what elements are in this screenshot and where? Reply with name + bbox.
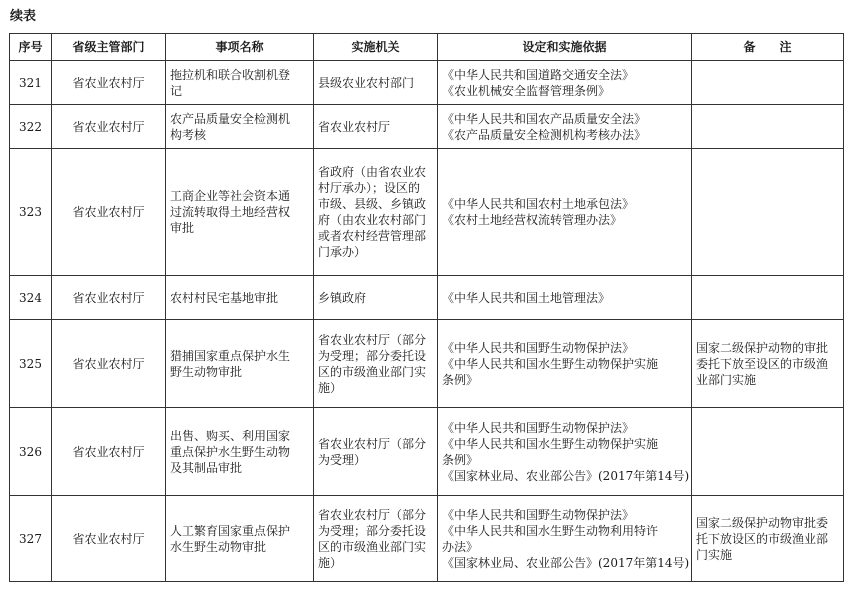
cell-dept: 省农业农村厅 — [52, 105, 166, 149]
item-name-line: 拖拉机和联合收割机登 — [170, 67, 291, 82]
cell-seq: 324 — [10, 276, 52, 320]
cell-authority — [314, 149, 438, 276]
basis-line: 《农业机械安全监督管理条例》 — [442, 83, 611, 98]
cell-authority — [314, 61, 438, 105]
authority-line: 施） — [318, 380, 343, 395]
cell-seq: 321 — [10, 61, 52, 105]
item-name-line: 及其制品审批 — [170, 460, 243, 475]
cell-dept: 省农业农村厅 — [52, 496, 166, 582]
cell-basis — [438, 408, 692, 496]
table-row — [10, 149, 844, 276]
authority-line: 门承办） — [318, 245, 367, 259]
authority-line: 村厅承办）；设区的 — [318, 181, 421, 195]
cell-item-name — [166, 408, 314, 496]
basis-line: 《中华人民共和国农村土地承包法》 — [442, 197, 635, 211]
note-line: 业部门实施 — [696, 372, 757, 387]
cell-authority — [314, 496, 438, 582]
note-line: 委托下放至设区的市级渔 — [696, 356, 829, 371]
basis-line: 《中华人民共和国农产品质量安全法》 — [442, 111, 647, 126]
cell-dept: 省农业农村厅 — [52, 408, 166, 496]
authority-line: 施） — [318, 555, 343, 570]
cell-dept: 省农业农村厅 — [52, 61, 166, 105]
cell-basis — [438, 61, 692, 105]
header-dept: 省级主管部门 — [52, 34, 166, 61]
cell-seq: 323 — [10, 149, 52, 276]
cell-item-name — [166, 276, 314, 320]
cell-dept: 省农业农村厅 — [52, 276, 166, 320]
item-name-line: 人工繁育国家重点保护 — [170, 523, 291, 538]
basis-line: 条例》 — [442, 372, 479, 387]
item-name-line: 野生动物审批 — [170, 364, 243, 379]
cell-seq: 325 — [10, 320, 52, 408]
authority-line: 或者农村经营管理部 — [318, 229, 427, 243]
basis-line: 条例》 — [442, 452, 479, 467]
basis-line: 《中华人民共和国水生野生动物保护实施 — [442, 356, 659, 371]
item-name-line: 水生野生动物审批 — [170, 539, 267, 554]
cell-basis — [438, 320, 692, 408]
note-line: 托下放设区的市级渔业部 — [696, 531, 829, 546]
table-body — [10, 61, 844, 582]
header-authority: 实施机关 — [314, 34, 438, 61]
authority-line: 县级农业农村部门 — [318, 75, 415, 90]
cell-note — [692, 276, 844, 320]
table-row — [10, 105, 844, 149]
header-name: 事项名称 — [166, 34, 314, 61]
cell-item-name — [166, 496, 314, 582]
cell-authority — [314, 320, 438, 408]
item-name-line: 猎捕国家重点保护水生 — [170, 348, 291, 363]
basis-line: 《中华人民共和国土地管理法》 — [442, 290, 611, 305]
cell-dept: 省农业农村厅 — [52, 149, 166, 276]
cell-note — [692, 408, 844, 496]
basis-line: 《中华人民共和国道路交通安全法》 — [442, 67, 635, 82]
item-name-line: 审批 — [170, 221, 195, 235]
authority-line: 为受理；部分委托设 — [318, 523, 427, 538]
cell-basis — [438, 105, 692, 149]
cell-item-name — [166, 105, 314, 149]
authority-line: 区的市级渔业部门实 — [318, 539, 427, 554]
header-row — [10, 34, 844, 61]
authority-line: 省农业农村厅（部分 — [318, 436, 427, 451]
authority-line: 省政府（由省农业农 — [318, 165, 427, 179]
table-row — [10, 320, 844, 408]
item-name-line: 农产品质量安全检测机 — [170, 111, 291, 126]
basis-line: 《农产品质量安全检测机构考核办法》 — [442, 127, 647, 142]
authority-line: 为受理） — [318, 452, 367, 467]
table-row — [10, 408, 844, 496]
cell-note — [692, 149, 844, 276]
cell-note — [692, 105, 844, 149]
note-line: 国家二级保护动物的审批 — [696, 340, 829, 355]
basis-line: 《农村土地经营权流转管理办法》 — [442, 213, 623, 227]
basis-line: 《中华人民共和国野生动物保护法》 — [442, 340, 635, 355]
basis-line: 《中华人民共和国水生野生动物保护实施 — [442, 436, 659, 451]
table-row — [10, 496, 844, 582]
item-name-line: 出售、购买、利用国家 — [170, 428, 291, 443]
item-name-line: 过流转取得土地经营权 — [170, 205, 291, 219]
basis-line: 《中华人民共和国野生动物保护法》 — [442, 507, 635, 522]
header-note: 备 注 — [692, 34, 844, 61]
cell-authority — [314, 105, 438, 149]
authority-line: 府（由农业农村部门 — [318, 213, 427, 227]
table-caption: 续表 — [10, 9, 37, 24]
basis-line: 《国家林业局、农业部公告》(2017年第14号) — [442, 468, 690, 483]
cell-note — [692, 320, 844, 408]
header-seq: 序号 — [10, 34, 52, 61]
cell-authority — [314, 408, 438, 496]
cell-basis — [438, 496, 692, 582]
authority-line: 市级、县级、乡镇政 — [318, 197, 427, 211]
cell-seq: 326 — [10, 408, 52, 496]
cell-item-name — [166, 61, 314, 105]
table-row — [10, 276, 844, 320]
note-line: 门实施 — [696, 547, 733, 562]
item-name-line: 工商企业等社会资本通 — [170, 189, 291, 203]
basis-line: 办法》 — [442, 539, 479, 554]
cell-item-name — [166, 149, 314, 276]
cell-authority — [314, 276, 438, 320]
authority-line: 区的市级渔业部门实 — [318, 364, 427, 379]
cell-note — [692, 496, 844, 582]
cell-seq: 327 — [10, 496, 52, 582]
table-row — [10, 61, 844, 105]
cell-dept: 省农业农村厅 — [52, 320, 166, 408]
authority-line: 省农业农村厅（部分 — [318, 507, 427, 522]
item-name-line: 农村村民宅基地审批 — [170, 290, 279, 305]
authority-line: 省农业农村厅 — [318, 119, 391, 134]
item-name-line: 构考核 — [170, 127, 207, 142]
item-name-line: 重点保护水生野生动物 — [170, 444, 291, 459]
header-basis: 设定和实施依据 — [438, 34, 692, 61]
authority-line: 为受理；部分委托设 — [318, 348, 427, 363]
note-line: 国家二级保护动物审批委 — [696, 515, 829, 530]
cell-note — [692, 61, 844, 105]
basis-line: 《国家林业局、农业部公告》(2017年第14号) — [442, 555, 690, 570]
cell-seq: 322 — [10, 105, 52, 149]
cell-basis — [438, 149, 692, 276]
authority-line: 乡镇政府 — [318, 290, 367, 305]
item-name-line: 记 — [170, 83, 183, 98]
authority-line: 省农业农村厅（部分 — [318, 332, 427, 347]
basis-line: 《中华人民共和国水生野生动物利用特许 — [442, 523, 659, 538]
cell-basis — [438, 276, 692, 320]
approval-items-table — [9, 33, 844, 582]
cell-item-name — [166, 320, 314, 408]
basis-line: 《中华人民共和国野生动物保护法》 — [442, 420, 635, 435]
